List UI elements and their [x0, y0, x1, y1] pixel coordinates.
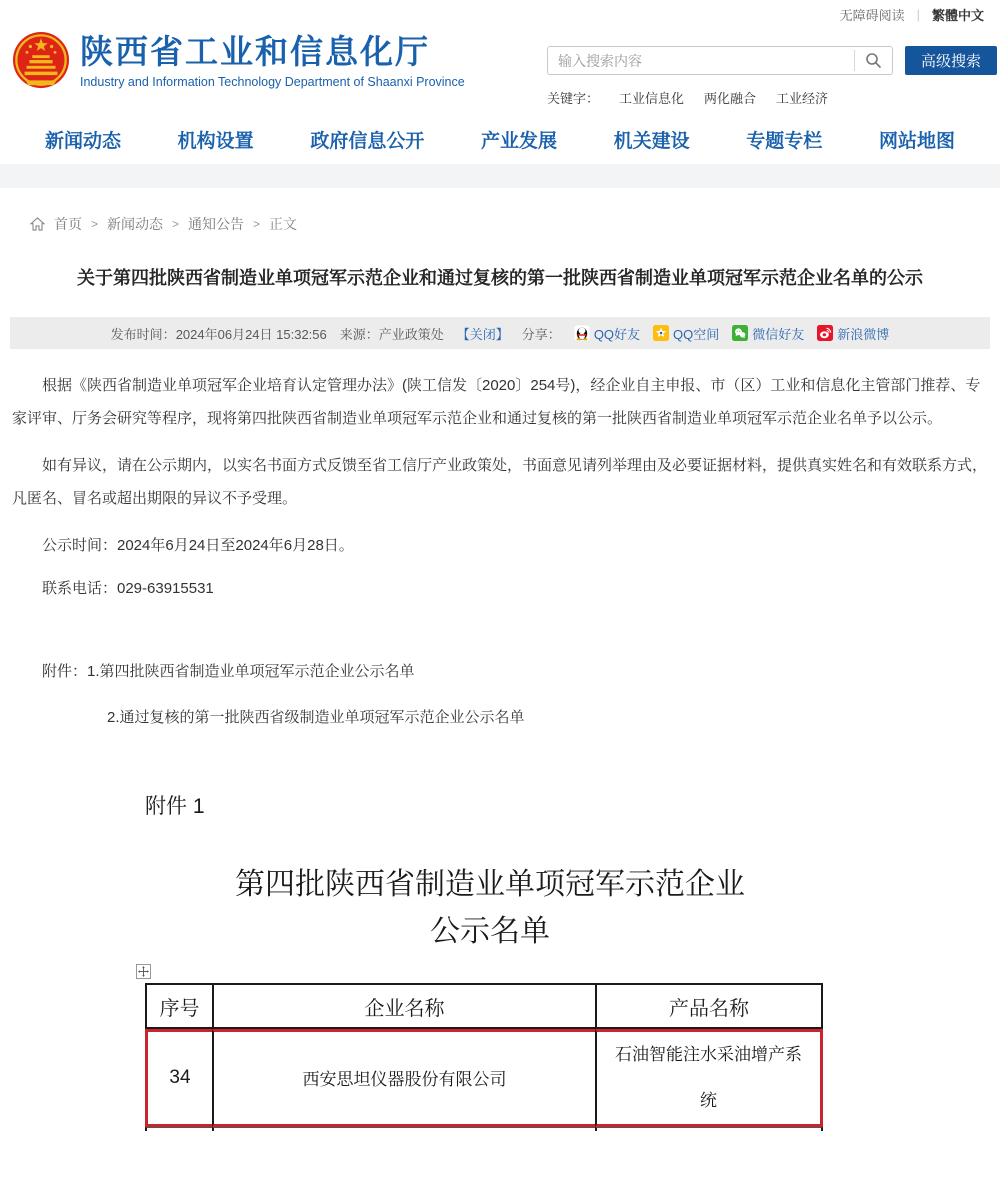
site-title: 陕西省工业和信息化厅 — [80, 33, 430, 71]
keyword-link-1[interactable]: 工业信息化 — [619, 91, 685, 106]
weibo-icon — [817, 325, 833, 341]
keyword-link-3[interactable]: 工业经济 — [776, 91, 829, 106]
nav-item-gov-info[interactable]: 政府信息公开 — [310, 130, 425, 152]
advanced-search-button[interactable]: 高级搜索 — [905, 46, 997, 75]
nav-item-agency[interactable]: 机关建设 — [613, 130, 690, 152]
wechat-icon — [732, 325, 748, 341]
breadcrumb-home[interactable]: 首页 — [54, 216, 82, 232]
article-meta-bar — [10, 317, 990, 349]
search-area — [547, 28, 1000, 107]
close-button[interactable]: 【关闭】 — [456, 326, 509, 342]
table-header-row — [145, 983, 823, 1029]
breadcrumb-notices[interactable]: 通知公告 — [188, 216, 245, 232]
doc-title-line-2: 公示名单 — [430, 914, 550, 948]
nav-item-industry[interactable]: 产业发展 — [480, 130, 557, 152]
breadcrumb-current: 正文 — [269, 216, 298, 232]
table-row-partial — [145, 1127, 823, 1131]
qq-icon — [574, 325, 590, 341]
accessibility-link[interactable]: 无障碍阅读 — [839, 7, 905, 23]
cell-company: 西安思坦仪器股份有限公司 — [212, 1029, 595, 1127]
search-icon — [865, 52, 882, 69]
national-emblem-logo — [12, 30, 70, 92]
header-cell-company: 企业名称 — [212, 983, 595, 1029]
doc-title-line-1: 第四批陕西省制造业单项冠军示范企业 — [235, 868, 745, 901]
share-qq-friend[interactable] — [574, 324, 640, 343]
keyword-link-2[interactable]: 两化融合 — [704, 91, 757, 106]
contact-phone: 联系电话：029-63915531 — [42, 580, 214, 597]
nav-divider-strip — [0, 164, 1000, 188]
share-weibo[interactable] — [817, 324, 889, 343]
share-qzone[interactable] — [653, 324, 719, 343]
qzone-icon — [653, 325, 669, 341]
cell-no: 34 — [145, 1029, 212, 1127]
share-wechat[interactable] — [732, 324, 804, 343]
cell-product: 石油智能注水采油增产系统 — [595, 1029, 823, 1127]
publish-period: 公示时间：2024年6月24日至2024年6月28日。 — [42, 537, 354, 554]
attachment-table — [145, 983, 823, 1131]
table-row-highlighted — [145, 1029, 823, 1127]
search-button[interactable] — [854, 50, 892, 71]
breadcrumb — [30, 214, 1000, 234]
attachments-label: 附件： — [42, 663, 88, 680]
nav-item-special-topics[interactable]: 专题专栏 — [746, 130, 823, 152]
topbar — [0, 0, 1000, 28]
search-box — [547, 46, 893, 75]
keywords-bar — [547, 88, 997, 107]
header-cell-no: 序号 — [145, 983, 212, 1029]
attachment-line-2 — [12, 701, 988, 734]
breadcrumb-separator: > — [253, 217, 261, 231]
article-source: 来源：产业政策处 — [339, 326, 444, 342]
topbar-divider: | — [916, 6, 920, 22]
share-qq-friend-label: QQ好友 — [593, 326, 641, 342]
nav-item-news[interactable]: 新闻动态 — [45, 130, 122, 152]
share-qzone-label: QQ空间 — [673, 326, 720, 342]
attachment-line-1 — [12, 655, 988, 688]
share-wechat-label: 微信好友 — [752, 326, 805, 342]
keywords-label: 关键字： — [547, 91, 600, 106]
breadcrumb-news[interactable]: 新闻动态 — [107, 216, 164, 232]
article-body — [12, 369, 988, 734]
search-input[interactable] — [548, 53, 854, 69]
main-nav — [0, 114, 1000, 164]
header-cell-product: 产品名称 — [595, 983, 823, 1029]
attachment-table-wrap — [145, 983, 823, 1131]
site-brand — [12, 30, 465, 92]
home-icon — [30, 217, 45, 231]
share-weibo-label: 新浪微博 — [837, 326, 890, 342]
table-move-handle-icon[interactable] — [136, 964, 151, 979]
attachment-link-1[interactable]: 1.第四批陕西省制造业单项冠军示范企业公示名单 — [87, 663, 415, 680]
brand-text — [80, 33, 465, 89]
site-header — [0, 28, 1000, 114]
breadcrumb-separator: > — [91, 217, 99, 231]
publish-time: 发布时间：2024年06月24日 15:32:56 — [110, 326, 327, 342]
page-title: 关于第四批陕西省制造业单项冠军示范企业和通过复核的第一批陕西省制造业单项冠军示范企业名单的公示 — [77, 268, 923, 288]
nav-item-sitemap[interactable]: 网站地图 — [878, 130, 955, 152]
nav-item-organization[interactable]: 机构设置 — [177, 130, 254, 152]
traditional-chinese-link[interactable]: 繁體中文 — [931, 7, 984, 23]
share-label: 分享： — [521, 326, 561, 342]
attachment-doc-title — [140, 862, 840, 955]
paragraph-2: 如有异议，请在公示期内，以实名书面方式反馈至省工信厅产业政策处，书面意见请列举理由及必要证据材料，提供真实姓名和有效联系方式，凡匿名、冒名或超出期限的异议不予受理。 — [12, 457, 988, 507]
paragraph-1: 根据《陕西省制造业单项冠军企业培育认定管理办法》(陕工信发〔2020〕254号)，经企业自主申报、市（区）工业和信息化主管部门推荐、专家评审、厅务会研究等程序，现将第四批陕西省制造业单项冠军示范企业和通过复核的第一批陕西省制造业单项冠军示范企业名单予以公示。 — [12, 377, 981, 427]
site-subtitle: Industry and Information Technology Department of Shaanxi Province — [80, 74, 465, 89]
breadcrumb-separator: > — [172, 217, 180, 231]
attachment-doc-label: 附件 1 — [145, 795, 205, 818]
attachment-link-2[interactable]: 2.通过复核的第一批陕西省级制造业单项冠军示范企业公示名单 — [107, 709, 525, 726]
